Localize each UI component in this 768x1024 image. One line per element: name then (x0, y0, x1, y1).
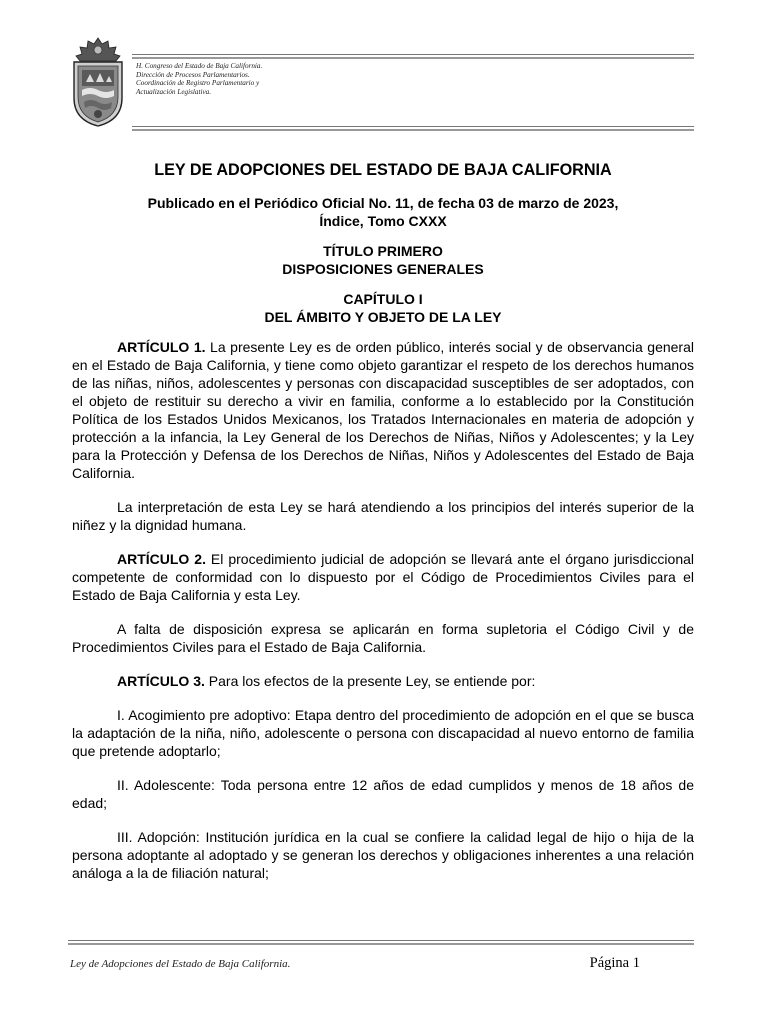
paragraph-text: III. Adopción: Institución jurídica en la cual se confiere la calidad legal de hijo o hija de la persona adoptante al adoptado y se generan los derechos y obligaciones inherentes a una relación análoga a la de filiación natural; (72, 829, 694, 881)
article-3-paragraph (72, 672, 694, 690)
paragraph-text: I. Acogimiento pre adoptivo: Etapa dentro del procedimiento de adopción en el que se busca la adaptación de la niña, niño, adolescente o persona con discapacidad al nuevo entorno de familia que pretende adoptarlo; (72, 707, 694, 759)
footer-rule (68, 940, 694, 941)
article-1-paragraph (72, 338, 694, 482)
definition-iii (72, 828, 694, 882)
header-line: Actualización Legislativa. (136, 87, 212, 96)
paragraph-text: El procedimiento judicial de adopción se llevará ante el órgano jurisdiccional competente de conformidad con lo dispuesto por el Código de Procedimientos Civiles para el Estado de Baja California y esta Ley. (72, 551, 695, 603)
titulo-name: DISPOSICIONES GENERALES (282, 261, 484, 277)
document-body (72, 160, 694, 898)
definition-ii (72, 776, 694, 812)
publication-info (72, 194, 694, 230)
header-institution-text (136, 62, 262, 96)
definition-i (72, 706, 694, 760)
paragraph-text: La interpretación de esta Ley se hará atendiendo a los principios del interés superior de la niñez y la dignidad humana. (72, 499, 694, 533)
article-3-heading: ARTÍCULO 3. (117, 673, 205, 689)
footer-rule-thick (68, 943, 694, 945)
article-1-heading: ARTÍCULO 1. (117, 339, 206, 355)
header-rule-bottom-thick (132, 129, 694, 131)
paragraph-text: Para los efectos de la presente Ley, se entiende por: (204, 673, 536, 689)
interpretation-paragraph (72, 498, 694, 534)
header-rule-top (132, 54, 694, 55)
header-line: Coordinación de Registro Parlamentario y (136, 79, 260, 88)
article-2-heading: ARTÍCULO 2. (117, 551, 206, 567)
titulo-number: TÍTULO PRIMERO (323, 243, 443, 259)
title-heading (72, 242, 694, 278)
paragraph-text: II. Adolescente: Toda persona entre 12 años de edad cumplidos y menos de 18 años de edad; (72, 777, 694, 811)
chapter-heading (72, 290, 694, 326)
page-header (68, 36, 694, 136)
publication-line: Publicado en el Periódico Oficial No. 11, de fecha 03 de marzo de 2023, (147, 195, 619, 211)
header-line: H. Congreso del Estado de Baja California. (136, 62, 263, 70)
page-number: Página 1 (589, 955, 640, 971)
capitulo-name: DEL ÁMBITO Y OBJETO DE LA LEY (264, 309, 502, 325)
document-title: LEY DE ADOPCIONES DEL ESTADO DE BAJA CALIFORNIA (154, 161, 612, 179)
publication-line: Índice, Tomo CXXX (319, 213, 447, 229)
header-line: Dirección de Procesos Parlamentarios. (136, 70, 250, 79)
header-rule-bottom (132, 126, 694, 127)
supplementary-paragraph (72, 620, 694, 656)
page-footer (68, 940, 694, 980)
paragraph-text: A falta de disposición expresa se aplicarán en forma supletoria el Código Civil y de Procedimientos Civiles para el Estado de Baja California. (72, 621, 694, 655)
paragraph-text: La presente Ley es de orden público, interés social y de observancia general en el Estado de Baja California, y tiene como objeto garantizar el respeto de los derechos humanos de las niñas, niños, adolescentes y personas con discapacidad susceptibles de ser adoptados, con el objeto de restituir su derecho a vivir en familia, conforme a lo establecido por la Constitución Política de los Estados Unidos Mexicanos, los Tratados Internacionales en materia de adopción y protección a la infancia, la Ley General de los Derechos de Niñas, Niños y Adolescentes; y la Ley para la Protección y Defensa de los Derechos de Niñas, Niños y Adolescentes del Estado de Baja California. (72, 339, 694, 481)
article-2-paragraph (72, 550, 694, 604)
capitulo-number: CAPÍTULO I (343, 291, 423, 307)
header-rule-top-thick (132, 57, 694, 59)
footer-law-name: Ley de Adopciones del Estado de Baja California. (70, 958, 291, 970)
state-coat-of-arms-icon (68, 36, 128, 128)
